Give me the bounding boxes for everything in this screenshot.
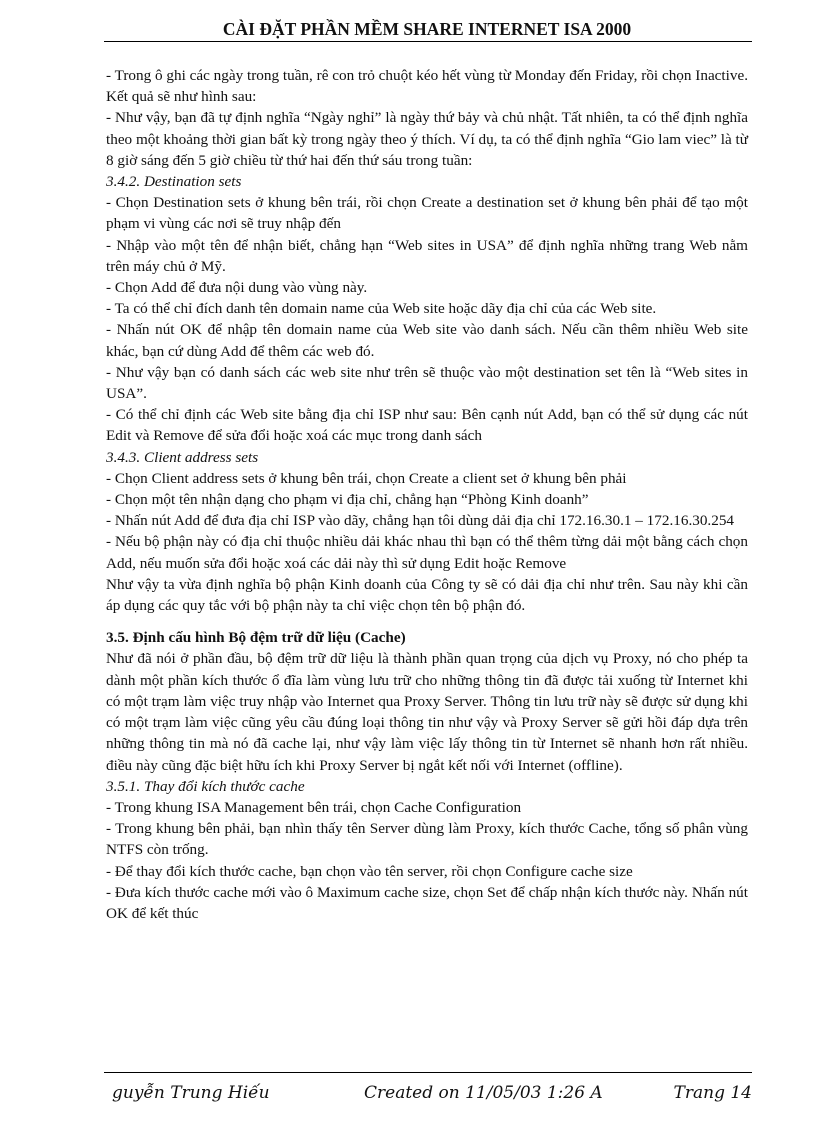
footer-divider (104, 1072, 752, 1073)
paragraph: - Như vậy, bạn đã tự định nghĩa “Ngày nghỉ” là ngày thứ bảy và chủ nhật. Tất nhiên, ta có thể định nghĩa theo một khoảng thời gian bất kỳ trong ngày theo ý thích. Ví dụ, ta có thể định nghĩa “Gio lam viec” là từ 8 giờ sáng đến 5 giờ chiều từ thứ hai đến thứ sáu trong tuần: (106, 109, 748, 169)
paragraph: - Trong khung ISA Management bên trái, chọn Cache Configuration (106, 798, 522, 816)
page-header-title: CÀI ĐẶT PHẦN MỀM SHARE INTERNET ISA 2000 (222, 19, 632, 39)
footer-page-number: Trang 14 (673, 1083, 752, 1103)
paragraph: - Chọn Add để đưa nội dung vào vùng này. (106, 279, 368, 297)
paragraph: - Chọn một tên nhận dạng cho phạm vi địa chỉ, chẳng hạn “Phòng Kinh doanh” (106, 491, 589, 509)
paragraph: - Có thể chỉ định các Web site bằng địa chỉ ISP như sau: Bên cạnh nút Add, bạn có thể sử dụng các nút Edit và Remove để sửa đổi hoặc xoá các mục trong danh sách (106, 406, 748, 445)
page-footer (112, 1080, 752, 1110)
paragraph: - Nhấn nút Add để đưa địa chỉ ISP vào dãy, chẳng hạn tôi dùng dải địa chỉ 172.16.30.1 – 172.16.30.254 (106, 512, 735, 530)
subsection-heading-3-4-2: 3.4.2. Destination sets (106, 173, 242, 191)
paragraph: - Nhấn nút OK để nhập tên domain name của Web site vào danh sách. Nếu cần thêm nhiều Web site khác, bạn cứ dùng Add để thêm các web đó. (106, 321, 748, 360)
paragraph: - Chọn Client address sets ở khung bên trái, chọn Create a client set ở khung bên phải (106, 469, 627, 487)
paragraph: - Như vậy bạn có danh sách các web site như trên sẽ thuộc vào một destination set tên là “Web sites in USA”. (106, 363, 748, 403)
footer-author: guyễn Trung Hiếu (112, 1083, 270, 1103)
paragraph: - Ta có thể chỉ đích danh tên domain name của Web site hoặc dãy địa chỉ của các Web site. (106, 300, 657, 318)
section-heading-3-5: 3.5. Định cấu hình Bộ đệm trữ dữ liệu (Cache) (106, 629, 406, 647)
document-body (106, 65, 748, 924)
subsection-heading-3-4-3: 3.4.3. Client address sets (106, 448, 259, 466)
paragraph: - Nhập vào một tên để nhận biết, chẳng hạn “Web sites in USA” để định nghĩa những trang Web nằm trên máy chủ ở Mỹ. (106, 236, 748, 275)
subsection-heading-3-5-1: 3.5.1. Thay đổi kích thước cache (106, 777, 305, 795)
paragraph: - Để thay đổi kích thước cache, bạn chọn vào tên server, rồi chọn Configure cache size (106, 862, 633, 880)
footer-created-date: Created on 11/05/03 1:26 A (364, 1083, 603, 1103)
paragraph: - Trong khung bên phải, bạn nhìn thấy tên Server dùng làm Proxy, kích thước Cache, tổng số phân vùng NTFS còn trống. (106, 820, 748, 859)
paragraph: - Đưa kích thước cache mới vào ô Maximum cache size, chọn Set để chấp nhận kích thước này. Nhấn nút OK để kết thúc (106, 883, 748, 922)
paragraph: Như vậy ta vừa định nghĩa bộ phận Kinh doanh của Công ty sẽ có dải địa chỉ như trên. Sau này khi cần áp dụng các quy tắc với bộ phận này ta chỉ việc chọn tên bộ phận đó. (106, 575, 748, 615)
paragraph: - Trong ô ghi các ngày trong tuần, rê con trỏ chuột kéo hết vùng từ Monday đến Friday, rồi chọn Inactive. Kết quả sẽ như hình sau: (106, 67, 748, 106)
header-divider (104, 41, 752, 42)
paragraph: - Chọn Destination sets ở khung bên trái, rồi chọn Create a destination set ở khung bên phải để tạo một phạm vi vùng các nơi sẽ truy nhập đến (106, 194, 748, 233)
paragraph: Như đã nói ở phần đầu, bộ đệm trữ dữ liệu là thành phần quan trọng của dịch vụ Proxy, nó cho phép ta dành một phần kích thước ổ đĩa làm vùng lưu trữ cho những thông tin đã được tải xuống từ Internet khi có một trạm làm việc truy nhập vào Internet qua Proxy Server. Thông tin lưu trữ này sẽ được sử dụng khi có một trạm làm việc cũng yêu cầu đúng loại thông tin như vậy và Proxy Server sẽ gửi hồi đáp dựa trên những thông tin mà nó đã cache lại, như vậy làm việc lấy thông tin từ Internet sẽ nhanh hơn rất nhiều. điều này cũng đặc biệt hữu ích khi Proxy Server bị ngắt kết nối với Internet (offline). (106, 650, 748, 774)
paragraph: - Nếu bộ phận này có địa chỉ thuộc nhiều dải khác nhau thì bạn có thể thêm từng dải một bằng cách chọn Add, nếu muốn sửa đổi hoặc xoá các dải này thì sử dụng Edit hoặc Remove (106, 533, 748, 572)
